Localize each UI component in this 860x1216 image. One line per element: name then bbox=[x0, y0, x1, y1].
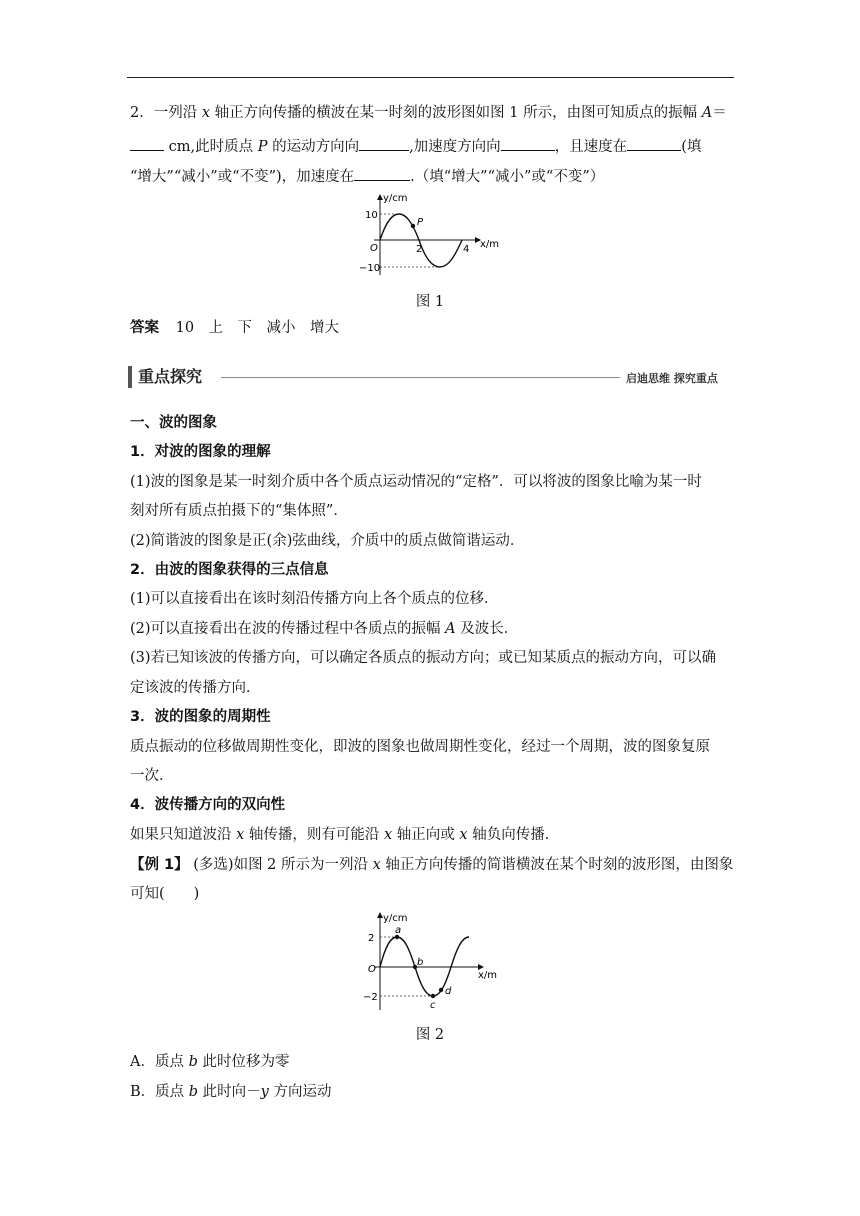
tick-label-10: 10 bbox=[365, 210, 378, 221]
y-axis-label: y/cm bbox=[383, 913, 408, 924]
text: cm,此时质点 bbox=[164, 139, 258, 155]
var-x: x bbox=[372, 857, 381, 873]
var-b: b bbox=[188, 1084, 199, 1100]
text: 2．一列沿 bbox=[130, 105, 202, 121]
question-2-line-1 bbox=[130, 104, 735, 123]
example-1-line-2: 可知( ) bbox=[130, 886, 200, 902]
section-accent-bar bbox=[128, 366, 132, 388]
option-a[interactable] bbox=[130, 1053, 735, 1072]
origin-label: O bbox=[368, 964, 376, 975]
section-title: 重点探究 bbox=[138, 367, 203, 386]
text: (2)可以直接看出在波的传播过程中各质点的振幅 bbox=[130, 621, 446, 637]
tick-label-x4: 4 bbox=[463, 244, 470, 255]
answer-label: 答案 bbox=[130, 320, 159, 336]
text: ,加速度方向向 bbox=[409, 139, 501, 155]
tick-label-neg2: −2 bbox=[363, 992, 378, 1003]
x-axis-label: x/m bbox=[480, 239, 500, 250]
option-b[interactable] bbox=[130, 1083, 735, 1102]
paragraph: (2)简谐波的图象是正(余)弦曲线，介质中的质点做简谐运动． bbox=[130, 533, 525, 549]
heading-wave-graph: 一、波的图象 bbox=[130, 415, 217, 431]
paragraph: 刻对所有质点拍摄下的“集体照”． bbox=[130, 503, 348, 519]
blank-motion-direction[interactable] bbox=[359, 136, 409, 151]
question-2-line-3 bbox=[130, 166, 735, 187]
point-a-label: a bbox=[395, 925, 402, 936]
blank-accel-direction[interactable] bbox=[501, 136, 555, 151]
var-x: x bbox=[384, 827, 393, 843]
var-b: b bbox=[188, 1054, 198, 1070]
var-P: P bbox=[257, 139, 268, 155]
paragraph: 质点振动的位移做周期性变化，即波的图象也做周期性变化，经过一个周期，波的图象复原 bbox=[130, 739, 710, 755]
paragraph: (1)波的图象是某一时刻介质中各个质点运动情况的“定格”．可以将波的图象比喻为某一时 bbox=[130, 474, 702, 490]
paragraph: 定该波的传播方向． bbox=[130, 680, 261, 696]
text: 方向运动 bbox=[268, 1084, 332, 1100]
var-x: x bbox=[236, 827, 245, 843]
heading-bidirectional: 4．波传播方向的双向性 bbox=[130, 797, 286, 813]
origin-label: O bbox=[370, 243, 378, 254]
section-subtitle: 启迪思维 探究重点 bbox=[626, 372, 718, 385]
tick-label-neg10: −10 bbox=[359, 263, 381, 274]
question-2-line-2 bbox=[130, 136, 735, 157]
text: “增大”“减小”或“不变”)，加速度在 bbox=[130, 169, 355, 185]
text: (多选)如图 2 所示为一列沿 bbox=[188, 857, 373, 873]
var-A: A bbox=[701, 105, 713, 121]
blank-accel-change[interactable] bbox=[354, 166, 410, 181]
var-x: x bbox=[459, 827, 468, 843]
tick-label-x2: 2 bbox=[416, 244, 423, 255]
point-c-label: c bbox=[430, 1000, 436, 1011]
text: 轴正方向传播的简谐横波在某个时刻的波形图，由图象 bbox=[380, 857, 734, 873]
heading-three-info: 2．由波的图象获得的三点信息 bbox=[130, 562, 329, 578]
text: ＝ bbox=[712, 105, 727, 121]
text: B．质点 bbox=[130, 1084, 189, 1100]
text: 轴正方向传播的横波在某一时刻的波形图如图 1 所示，由图可知质点的振幅 bbox=[210, 105, 702, 121]
paragraph: (1)可以直接看出在该时刻沿传播方向上各个质点的位移． bbox=[130, 591, 499, 607]
text: .（填“增大”“减小”或“不变”） bbox=[410, 169, 605, 185]
answer-line bbox=[130, 319, 735, 338]
point-d-label: d bbox=[445, 986, 452, 997]
paragraph: (3)若已知该波的传播方向，可以确定各质点的振动方向；或已知某质点的振动方向，可以确 bbox=[130, 650, 717, 666]
text: 轴负向传播． bbox=[467, 827, 560, 843]
blank-velocity-change[interactable] bbox=[627, 136, 681, 151]
var-x: x bbox=[201, 105, 211, 121]
text: 此时向－ bbox=[198, 1084, 261, 1100]
heading-periodicity: 3．波的图象的周期性 bbox=[130, 709, 271, 725]
figure-1-wave-graph bbox=[350, 190, 510, 280]
example-1-line-1 bbox=[130, 856, 735, 875]
x-axis-label: x/m bbox=[478, 970, 498, 981]
point-d-marker bbox=[439, 988, 443, 992]
text: 轴正向或 bbox=[392, 827, 460, 843]
point-p-marker bbox=[411, 224, 415, 228]
paragraph: 一次． bbox=[130, 768, 174, 784]
point-p-label: P bbox=[417, 217, 424, 228]
example-tag: 【例 1】 bbox=[130, 857, 189, 873]
header-rule bbox=[127, 77, 734, 78]
point-c-marker bbox=[431, 994, 435, 998]
figure-2-caption: 图 2 bbox=[415, 1027, 445, 1043]
y-axis-label: y/cm bbox=[383, 193, 408, 204]
text: 轴传播，则有可能沿 bbox=[244, 827, 385, 843]
blank-amplitude[interactable] bbox=[130, 136, 164, 151]
var-A: A bbox=[445, 621, 456, 637]
text: (填 bbox=[681, 139, 702, 155]
paragraph bbox=[130, 826, 735, 845]
text: ，且速度在 bbox=[554, 139, 628, 155]
heading-understanding: 1．对波的图象的理解 bbox=[130, 444, 271, 460]
point-b-label: b bbox=[417, 957, 424, 968]
text: 此时位移为零 bbox=[197, 1054, 290, 1070]
var-y: y bbox=[260, 1084, 269, 1100]
answer-text: 10 上 下 减小 增大 bbox=[175, 320, 340, 336]
paragraph bbox=[130, 620, 735, 639]
section-rule bbox=[221, 377, 620, 378]
text: A．质点 bbox=[130, 1054, 189, 1070]
text: 如果只知道波沿 bbox=[130, 827, 237, 843]
text: 的运动方向向 bbox=[267, 139, 360, 155]
figure-1-caption: 图 1 bbox=[415, 294, 445, 310]
text: 及波长． bbox=[455, 621, 519, 637]
figure-2-wave-graph bbox=[355, 908, 515, 1018]
tick-label-2: 2 bbox=[368, 933, 375, 944]
